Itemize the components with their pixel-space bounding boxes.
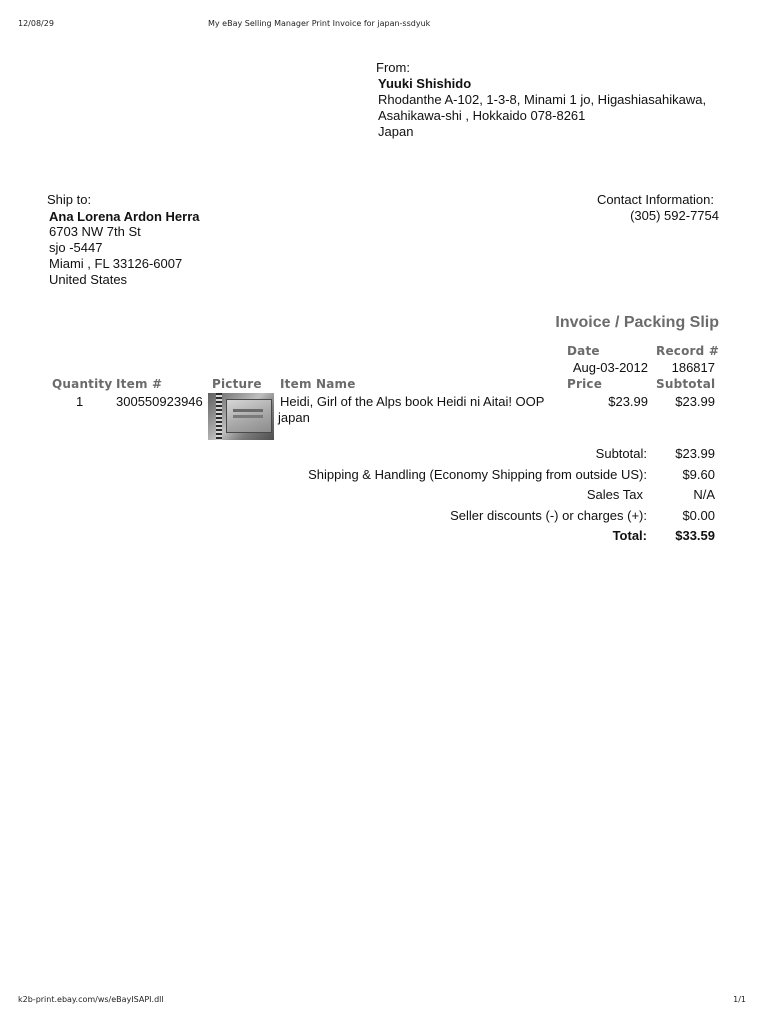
invoice-date: Aug-03-2012 bbox=[572, 360, 648, 375]
totals-total-value: $33.59 bbox=[675, 528, 715, 543]
row-item-number: 300550923946 bbox=[116, 394, 203, 409]
contact-label: Contact Information: bbox=[596, 192, 714, 207]
ship-to-name: Ana Lorena Ardon Herra bbox=[49, 209, 200, 224]
col-header-price: Price bbox=[567, 377, 603, 391]
record-label: Record # bbox=[656, 344, 720, 358]
ship-to-country: United States bbox=[49, 272, 128, 287]
col-header-picture: Picture bbox=[212, 377, 262, 391]
totals-total-label: Total: bbox=[612, 528, 647, 543]
ship-to-street: 6703 NW 7th St bbox=[49, 224, 141, 239]
print-footer-url: k2b-print.ebay.com/ws/eBayISAPI.dll bbox=[18, 995, 164, 1004]
row-item-name-line2: japan bbox=[278, 410, 310, 425]
row-item-name-line1: Heidi, Girl of the Alps book Heidi ni Aitai! OOP bbox=[280, 394, 545, 409]
from-address-line1: Rhodanthe A-102, 1-3-8, Minami 1 jo, Higashiasahikawa, bbox=[378, 92, 707, 107]
invoice-title: Invoice / Packing Slip bbox=[555, 314, 719, 331]
book-cover-graphic bbox=[226, 399, 272, 433]
from-address-line2: Asahikawa-shi , Hokkaido 078-8261 bbox=[378, 108, 586, 123]
totals-shipping-label: Shipping & Handling (Economy Shipping from outside US): bbox=[308, 467, 647, 482]
totals-tax-value: N/A bbox=[693, 487, 715, 502]
totals-subtotal-label: Subtotal: bbox=[595, 446, 647, 461]
totals-shipping-value: $9.60 bbox=[682, 467, 715, 482]
from-name: Yuuki Shishido bbox=[378, 76, 472, 91]
record-number: 186817 bbox=[671, 360, 715, 375]
row-subtotal: $23.99 bbox=[675, 394, 715, 409]
col-header-quantity: Quantity bbox=[52, 377, 113, 391]
from-country: Japan bbox=[378, 124, 414, 139]
print-footer-page: 1/1 bbox=[733, 995, 746, 1004]
contact-phone: (305) 592-7754 bbox=[630, 208, 719, 223]
book-spine-graphic bbox=[216, 393, 222, 440]
ship-to-label: Ship to: bbox=[47, 192, 92, 207]
print-date: 12/08/29 bbox=[18, 19, 54, 28]
totals-discounts-value: $0.00 bbox=[682, 508, 715, 523]
item-picture[interactable] bbox=[208, 393, 274, 440]
date-label: Date bbox=[567, 344, 600, 358]
col-header-item-no: Item # bbox=[116, 377, 163, 391]
ship-to-city-state-zip: Miami , FL 33126-6007 bbox=[49, 256, 183, 271]
totals-tax-label: Sales Tax bbox=[586, 487, 643, 502]
row-price: $23.99 bbox=[608, 394, 648, 409]
col-header-item-name: Item Name bbox=[280, 377, 356, 391]
col-header-subtotal: Subtotal bbox=[656, 377, 716, 391]
print-title: My eBay Selling Manager Print Invoice for japan-ssdyuk bbox=[208, 19, 431, 28]
totals-subtotal-value: $23.99 bbox=[675, 446, 715, 461]
row-quantity: 1 bbox=[76, 394, 84, 409]
totals-discounts-label: Seller discounts (-) or charges (+): bbox=[450, 508, 647, 523]
from-label: From: bbox=[376, 60, 410, 75]
ship-to-line2: sjo -5447 bbox=[49, 240, 103, 255]
